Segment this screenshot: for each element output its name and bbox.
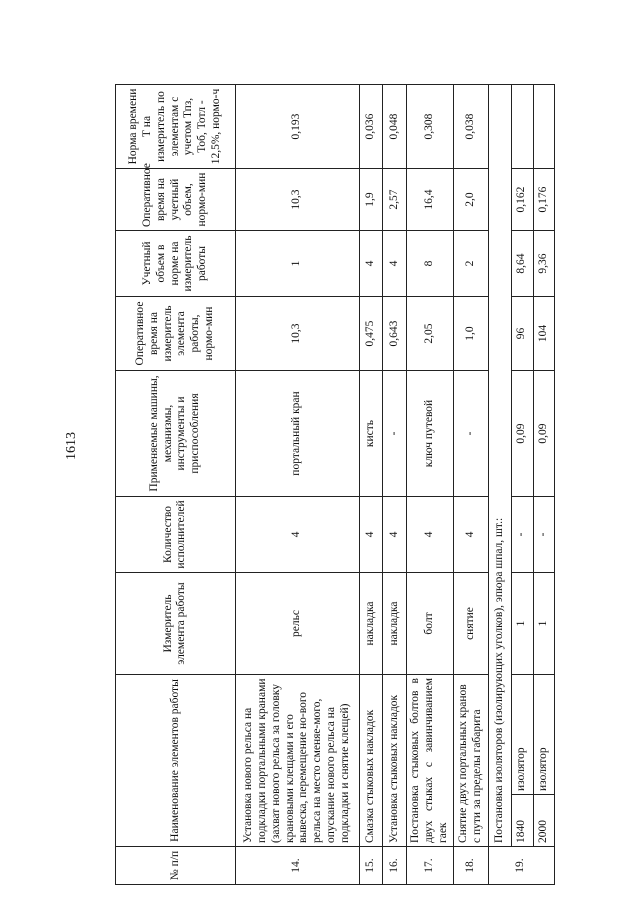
row-performers: 4 (406, 497, 453, 573)
row-norm: 0,162 (512, 169, 533, 231)
row-performers: 1 (512, 573, 533, 675)
table-row (512, 85, 533, 885)
row-performers: 1 (533, 573, 554, 675)
table-rotated-content (115, 85, 555, 885)
header-meter: Измеритель элемента работы (116, 573, 236, 675)
header-num: № п/п (116, 847, 236, 885)
row-op-time: 0,09 (512, 371, 533, 497)
page-number: 1613 (64, 432, 79, 460)
row-machines: - (383, 371, 407, 497)
row-extra-empty (533, 85, 554, 169)
row-op-time: 10,3 (235, 297, 359, 371)
row-epura: 2000 (533, 795, 554, 847)
header-norm: Норма времени Т на измеритель по элементам с учетом Тпз, Тоб, Тотл - 12,5%, нормо-ч (116, 85, 236, 169)
header-machines: Применяемые машины, механизмы, инструменты и приспособления (116, 371, 236, 497)
row-op-time: 0,475 (359, 297, 383, 371)
row-machines: кисть (359, 371, 383, 497)
row-norm: 0,038 (454, 85, 488, 169)
row-num: 18. (454, 847, 488, 885)
row-op-time-volume: 2,0 (454, 169, 488, 231)
row-num: 15. (359, 847, 383, 885)
table-row (454, 85, 488, 885)
row-machines: портальный кран (235, 371, 359, 497)
row-extra-empty (512, 85, 533, 169)
table-row (383, 85, 407, 885)
row-num: 14. (235, 847, 359, 885)
row-volume: 4 (359, 231, 383, 297)
table-rotation-frame (115, 85, 555, 885)
row-meter: накладка (383, 573, 407, 675)
row-meter: болт (406, 573, 453, 675)
table-row (533, 85, 554, 885)
row-performers: 4 (383, 497, 407, 573)
row-op-time: 1,0 (454, 297, 488, 371)
row-volume: 96 (512, 297, 533, 371)
row-machines: - (454, 371, 488, 497)
row-performers: 4 (454, 497, 488, 573)
row-norm: 0,048 (383, 85, 407, 169)
row-performers: 4 (359, 497, 383, 573)
norms-table (115, 84, 555, 885)
table-row-group-header (488, 85, 512, 885)
row-op-time-volume: 9,36 (533, 231, 554, 297)
header-op-time: Оперативное время на измеритель элемента работы, нормо-мин (116, 297, 236, 371)
row-norm: 0,193 (235, 85, 359, 169)
row-name: Установка нового рельса на подкладки портальными кранами (захват нового рельса за головку крановыми клещами и его вывеска, перемещение но-вого рельса на место сменяе-мого, опускание нового рельса на подкладки и снятие клещей) (235, 675, 359, 847)
row-op-time-volume: 10,3 (235, 169, 359, 231)
row-name: Снятие двух портальных кранов с пути за пределы габарита (454, 675, 488, 847)
row-meter: накладка (359, 573, 383, 675)
row-num: 19. (488, 847, 554, 885)
row-volume: 1 (235, 231, 359, 297)
row-performers: 4 (235, 497, 359, 573)
row-meter: снятие (454, 573, 488, 675)
header-name: Наименование элементов работы (116, 675, 236, 847)
row-op-time: 2,05 (406, 297, 453, 371)
row-op-time: 0,09 (533, 371, 554, 497)
row-norm: 0,176 (533, 169, 554, 231)
row-name: Установка стыковых накладок (383, 675, 407, 847)
row-volume: 8 (406, 231, 453, 297)
table-row (235, 85, 359, 885)
row-machines: - (512, 497, 533, 573)
row-num: 16. (383, 847, 407, 885)
row-machines: - (533, 497, 554, 573)
row-norm: 0,036 (359, 85, 383, 169)
row-meter: изолятор (533, 675, 554, 795)
row-norm: 0,308 (406, 85, 453, 169)
row-meter: изолятор (512, 675, 533, 795)
row-op-time-volume: 8,64 (512, 231, 533, 297)
header-volume: Учетный объем в норме на измеритель работы (116, 231, 236, 297)
row-op-time-volume: 2,57 (383, 169, 407, 231)
row-machines: ключ путевой (406, 371, 453, 497)
row-volume: 104 (533, 297, 554, 371)
row-volume: 4 (383, 231, 407, 297)
row-name: Смазка стыковых накладок (359, 675, 383, 847)
row-meter: рельс (235, 573, 359, 675)
row-op-time: 0,643 (383, 297, 407, 371)
header-performers: Количество исполнителей (116, 497, 236, 573)
row-op-time-volume: 16,4 (406, 169, 453, 231)
row-group-title: Постановка изоляторов (изолирующих уголков), эпюра шпал, шт.: (488, 85, 512, 847)
header-row (116, 85, 236, 885)
row-epura: 1840 (512, 795, 533, 847)
table-row (359, 85, 383, 885)
row-name: Постановка стыковых болтов в двух стыках с завинчиванием гаек (406, 675, 453, 847)
header-op-time-volume: Оперативное время на учетный объем, нормо-мин (116, 169, 236, 231)
row-volume: 2 (454, 231, 488, 297)
row-num: 17. (406, 847, 453, 885)
table-row (406, 85, 453, 885)
row-op-time-volume: 1,9 (359, 169, 383, 231)
